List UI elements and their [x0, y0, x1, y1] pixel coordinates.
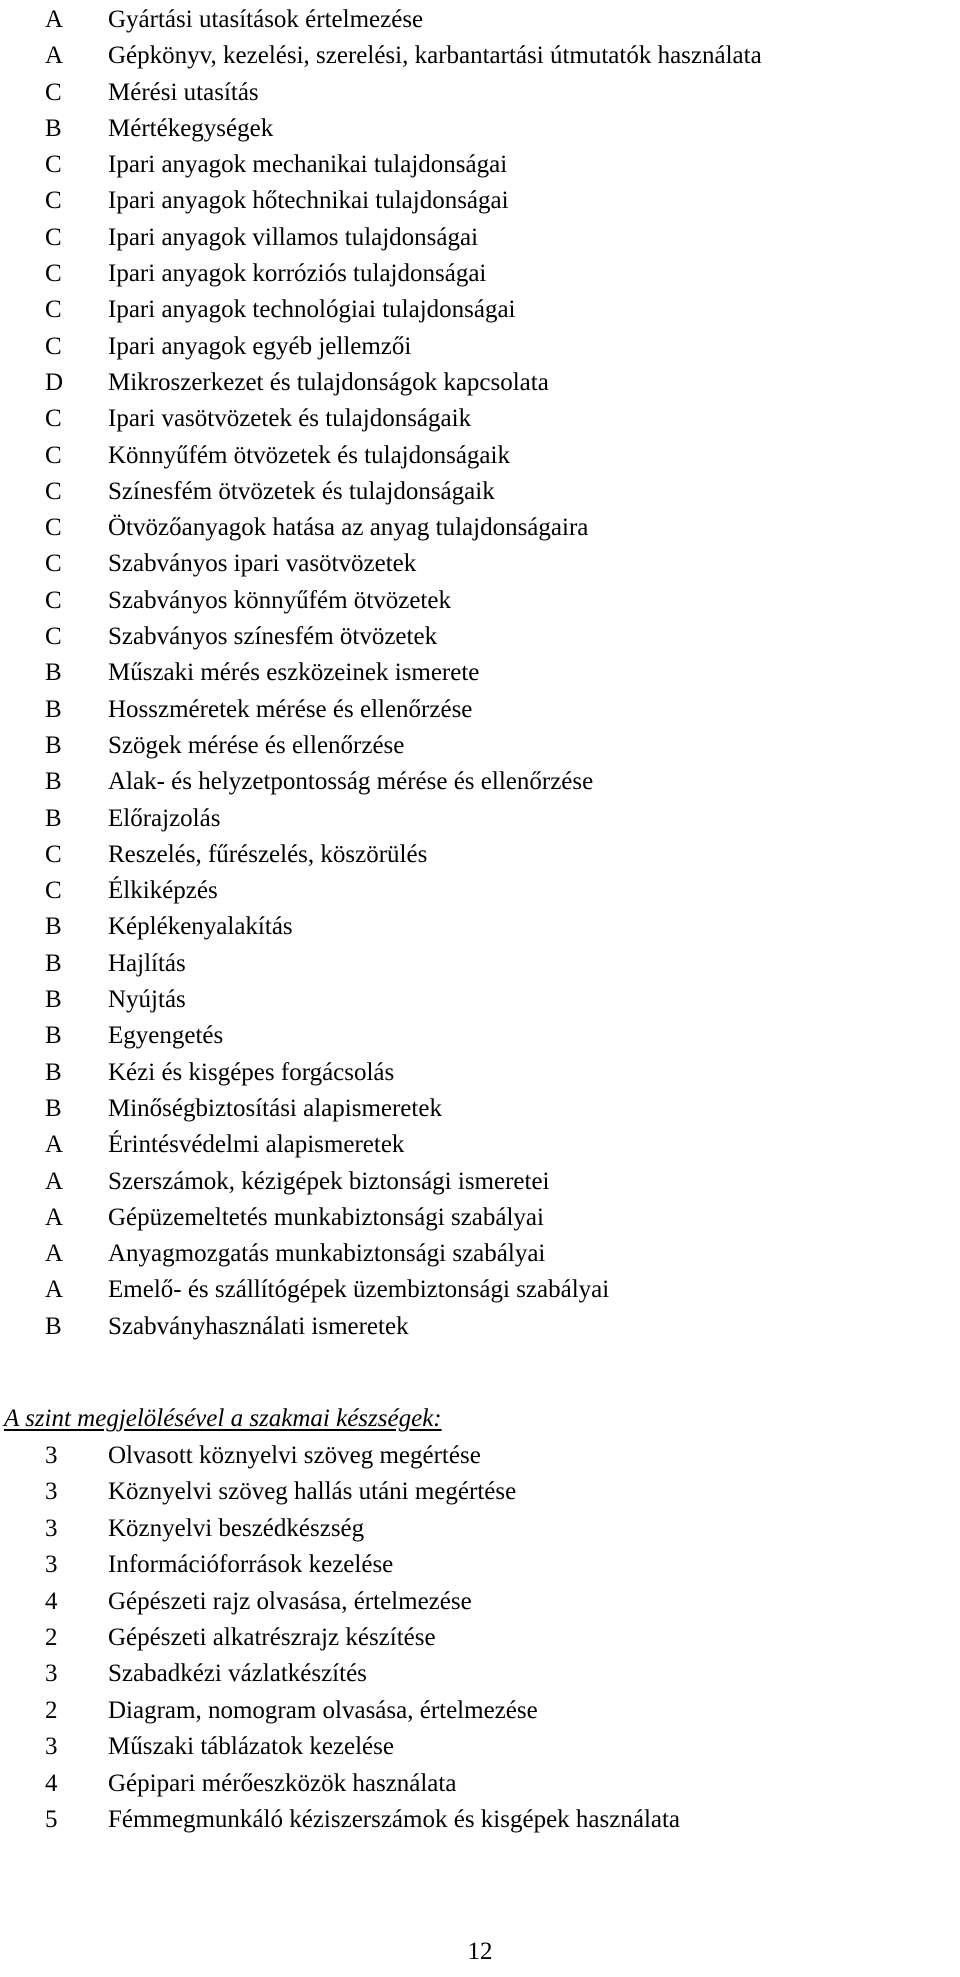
topic-row: [45, 220, 945, 256]
topic-row-level: C: [45, 623, 62, 651]
topic-row-level: B: [45, 1058, 62, 1086]
topic-row-text: Szerszámok, kézigépek biztonsági ismeretei: [108, 1167, 550, 1195]
topic-row-level: C: [45, 840, 62, 868]
skill-row-text: Szabadkézi vázlatkészítés: [108, 1660, 367, 1688]
topic-row: [45, 655, 945, 691]
topic-row-level: C: [45, 586, 62, 614]
topic-row-text: Élkiképzés: [108, 877, 218, 905]
topic-row: [45, 1018, 945, 1054]
topic-row-level: B: [45, 695, 62, 723]
topic-row-level: A: [45, 42, 64, 70]
skill-row-level: 5: [45, 1805, 58, 1833]
topic-row-text: Ipari anyagok egyéb jellemzői: [108, 332, 412, 360]
skill-row-text: Diagram, nomogram olvasása, értelmezése: [108, 1696, 538, 1724]
skills-heading: A szint megjelölésével a szakmai készségek:: [4, 1405, 442, 1432]
topic-row: [45, 546, 945, 582]
skill-row-level: 2: [45, 1696, 58, 1724]
topic-row-level: C: [45, 405, 62, 433]
topic-row-text: Hosszméretek mérése és ellenőrzése: [108, 695, 473, 723]
topic-row-text: Ipari anyagok mechanikai tulajdonságai: [108, 151, 508, 179]
topic-row-level: A: [45, 6, 64, 33]
skill-row-level: 3: [45, 1514, 58, 1542]
topic-row-level: C: [45, 332, 62, 360]
topic-row-level: B: [45, 913, 62, 941]
topic-row: [45, 401, 945, 437]
topic-list: [45, 2, 945, 1345]
topic-row-text: Ipari anyagok korróziós tulajdonságai: [108, 260, 487, 288]
skill-row-text: Gépészeti alkatrészrajz készítése: [108, 1623, 436, 1651]
topic-row: [45, 1091, 945, 1127]
skill-row-level: 4: [45, 1587, 58, 1615]
topic-row: [45, 183, 945, 219]
skill-row: [45, 1766, 945, 1802]
skills-list: [45, 1438, 945, 1838]
topic-row-text: Minőségbiztosítási alapismeretek: [108, 1094, 442, 1122]
topic-row: [45, 873, 945, 909]
topic-row: [45, 1309, 945, 1345]
topic-row: [45, 1055, 945, 1091]
topic-row: [45, 256, 945, 292]
topic-row-text: Gyártási utasítások értelmezése: [108, 6, 424, 33]
skill-row: [45, 1438, 945, 1474]
topic-row-text: Ipari vasötvözetek és tulajdonságaik: [108, 405, 472, 433]
topic-row-text: Könnyűfém ötvözetek és tulajdonságaik: [108, 441, 510, 469]
skill-row: [45, 1802, 945, 1838]
topic-row-text: Műszaki mérés eszközeinek ismerete: [108, 659, 480, 687]
skill-row: [45, 1547, 945, 1583]
topic-row-level: C: [45, 223, 62, 251]
topic-row-text: Kézi és kisgépes forgácsolás: [108, 1058, 395, 1086]
skill-row-text: Köznyelvi beszédkészség: [108, 1514, 365, 1542]
skill-row-level: 3: [45, 1660, 58, 1688]
topic-row: [45, 1127, 945, 1163]
topic-row-text: Képlékenyalakítás: [108, 913, 293, 941]
skill-row: [45, 1620, 945, 1656]
topic-row-level: B: [45, 804, 62, 832]
topic-row-text: Gépüzemeltetés munkabiztonsági szabályai: [108, 1203, 544, 1231]
topic-row-level: C: [45, 550, 62, 578]
skill-row-text: Fémmegmunkáló kéziszerszámok és kisgépek használata: [108, 1805, 681, 1833]
topic-row-level: A: [45, 1276, 64, 1304]
topic-row-level: B: [45, 1312, 62, 1340]
topic-row: [45, 1200, 945, 1236]
topic-row: [45, 946, 945, 982]
topic-row-level: A: [45, 1131, 64, 1159]
skill-row: [45, 1656, 945, 1692]
skill-row-text: Gépipari mérőeszközök használata: [108, 1769, 457, 1797]
skill-row: [45, 1584, 945, 1620]
topic-row-text: Ipari anyagok hőtechnikai tulajdonságai: [108, 187, 509, 215]
topic-row-text: Nyújtás: [108, 986, 186, 1014]
topic-row: [45, 292, 945, 328]
topic-row-level: C: [45, 477, 62, 505]
topic-row-text: Szabványos színesfém ötvözetek: [108, 623, 438, 651]
topic-row-text: Mértékegységek: [108, 114, 274, 142]
topic-row-text: Egyengetés: [108, 1022, 224, 1050]
topic-row-level: B: [45, 731, 62, 759]
topic-row-level: C: [45, 441, 62, 469]
topic-row: [45, 837, 945, 873]
topic-row: [45, 692, 945, 728]
topic-row-text: Reszelés, fűrészelés, köszörülés: [108, 840, 428, 868]
topic-row-level: B: [45, 114, 62, 142]
skill-row-level: 3: [45, 1551, 58, 1579]
topic-row-text: Érintésvédelmi alapismeretek: [108, 1131, 405, 1159]
topic-row-text: Emelő- és szállítógépek üzembiztonsági szabályai: [108, 1276, 610, 1304]
topic-row: [45, 147, 945, 183]
topic-row: [45, 75, 945, 111]
topic-row-level: C: [45, 877, 62, 905]
skill-row-level: 2: [45, 1623, 58, 1651]
topic-row-text: Mérési utasítás: [108, 78, 259, 106]
topic-row-level: C: [45, 151, 62, 179]
topic-row: [45, 728, 945, 764]
skill-row-level: 3: [45, 1733, 58, 1761]
topic-row-text: Előrajzolás: [108, 804, 221, 832]
skill-row: [45, 1511, 945, 1547]
topic-row: [45, 801, 945, 837]
topic-row-level: C: [45, 78, 62, 106]
topic-row: [45, 510, 945, 546]
skill-row-level: 4: [45, 1769, 58, 1797]
skill-row-text: Köznyelvi szöveg hallás utáni megértése: [108, 1478, 517, 1506]
topic-row-text: Ötvözőanyagok hatása az anyag tulajdonságaira: [108, 514, 589, 542]
skill-row-text: Olvasott köznyelvi szöveg megértése: [108, 1442, 481, 1469]
topic-row: [45, 764, 945, 800]
topic-row-level: B: [45, 1022, 62, 1050]
topic-row-text: Színesfém ötvözetek és tulajdonságaik: [108, 477, 495, 505]
topic-row-level: B: [45, 986, 62, 1014]
topic-row: [45, 1272, 945, 1308]
topic-row: [45, 2, 945, 38]
topic-row-text: Ipari anyagok villamos tulajdonságai: [108, 223, 479, 251]
topic-row-level: C: [45, 296, 62, 324]
skill-row: [45, 1693, 945, 1729]
topic-row: [45, 365, 945, 401]
topic-row: [45, 1164, 945, 1200]
topic-row-level: C: [45, 514, 62, 542]
topic-row: [45, 329, 945, 365]
topic-row: [45, 1236, 945, 1272]
topic-row: [45, 38, 945, 74]
topic-row-text: Anyagmozgatás munkabiztonsági szabályai: [108, 1240, 546, 1268]
skill-row-text: Információforrások kezelése: [108, 1551, 394, 1579]
topic-row-level: B: [45, 659, 62, 687]
topic-row-level: A: [45, 1167, 64, 1195]
topic-row: [45, 438, 945, 474]
topic-row-text: Szögek mérése és ellenőrzése: [108, 731, 405, 759]
topic-row: [45, 909, 945, 945]
topic-row-text: Szabványos ipari vasötvözetek: [108, 550, 417, 578]
topic-row-level: C: [45, 260, 62, 288]
topic-row-level: B: [45, 1094, 62, 1122]
skill-row-level: 3: [45, 1478, 58, 1506]
topic-row-level: A: [45, 1203, 64, 1231]
skill-row-text: Műszaki táblázatok kezelése: [108, 1733, 394, 1761]
skill-row-text: Gépészeti rajz olvasása, értelmezése: [108, 1587, 472, 1615]
topic-row-text: Alak- és helyzetpontosság mérése és ellenőrzése: [108, 768, 594, 796]
skill-row: [45, 1474, 945, 1510]
topic-row-text: Mikroszerkezet és tulajdonságok kapcsolata: [108, 368, 549, 396]
topic-row: [45, 583, 945, 619]
topic-row-level: D: [45, 368, 64, 396]
topic-row-level: B: [45, 949, 62, 977]
topic-row-level: B: [45, 768, 62, 796]
topic-row-level: C: [45, 187, 62, 215]
topic-row: [45, 111, 945, 147]
topic-row-text: Szabványhasználati ismeretek: [108, 1312, 409, 1340]
topic-row-text: Gépkönyv, kezelési, szerelési, karbantartási útmutatók használata: [108, 42, 762, 70]
topic-row-text: Szabványos könnyűfém ötvözetek: [108, 586, 451, 614]
topic-row-text: Ipari anyagok technológiai tulajdonságai: [108, 296, 516, 324]
topic-row: [45, 982, 945, 1018]
skill-row: [45, 1729, 945, 1765]
skill-row-level: 3: [45, 1442, 58, 1469]
topic-row: [45, 474, 945, 510]
page-number: 12: [467, 1938, 493, 1965]
topic-row-text: Hajlítás: [108, 949, 186, 977]
topic-row: [45, 619, 945, 655]
topic-row-level: A: [45, 1240, 64, 1268]
